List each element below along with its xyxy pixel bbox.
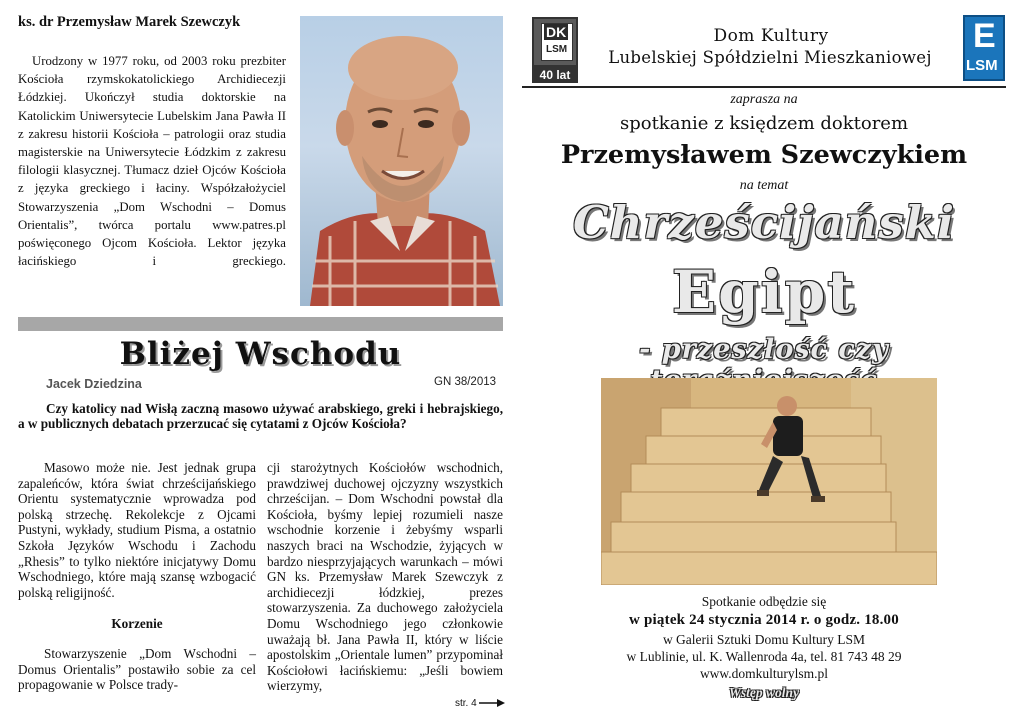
portrait-photo	[300, 16, 503, 306]
event-date: w piątek 24 stycznia 2014 r. o godz. 18.00	[629, 612, 899, 628]
lsm-logo-text: LSM	[966, 57, 998, 74]
page-reference	[455, 698, 505, 709]
event-address: w Lublinie, ul. K. Wallenroda 4a, tel. 81 743 48 29	[626, 649, 902, 664]
poster-title-line2: Egipt	[671, 258, 857, 326]
lsm-logo-e: E	[973, 17, 996, 55]
meeting-text: spotkanie z księdzem doktorem	[619, 113, 909, 134]
article-title: Bliżej Wschodu	[119, 336, 402, 372]
bio-text: Urodzony w 1977 roku, od 2003 roku prezbiter Kościoła rzymskokatolickiego Archidiecezji Łódzkiej. Ukończył studia doktorskie na Katolickim Uniwersytecie Lubelskim Jana Pawła II z zakresu historii Kościoła – patrologii oraz studia magisterskie na Uniwersytecie Łódzkim z zakresu filologii klasycznej. Tłumacz dzieł Ojców Kościoła z języka greckiego i łaciny. Współzałożyciel Stowarzyszenia „Dom Wschodni – Domus Orientalis”, twórca portalu www.patres.pl poświęconego Ojcom Kościoła. Lektor języka łacińskiego i greckiego.	[18, 54, 286, 269]
article-column-left	[18, 460, 256, 693]
event-venue: w Galerii Sztuki Domu Kultury LSM	[662, 632, 866, 647]
bio-name: ks. dr Przemysław Marek Szewczyk	[18, 14, 241, 30]
logo-years-text: 40 lat	[532, 67, 578, 83]
article-subheading: Korzenie	[111, 616, 163, 632]
poster-subtitle: - przeszłość czy	[639, 334, 889, 365]
arrow-right-icon	[479, 699, 505, 707]
event-photo	[601, 378, 937, 585]
logo-dk-text: DK	[546, 24, 567, 40]
article-column-right	[267, 460, 503, 694]
lsm-logo	[963, 15, 1005, 81]
event-entry: Wstęp wolny	[728, 685, 800, 700]
page-reference-label: str. 4	[455, 698, 477, 709]
section-divider-bar	[18, 317, 503, 331]
event-intro: Spotkanie odbędzie się	[701, 594, 827, 609]
article-paragraph: Stowarzyszenie „Dom Wschodni – Domus Orientalis” postawiło sobie za cel propagowanie w Polsce trady-	[18, 645, 256, 693]
topic-label: na temat	[739, 178, 789, 193]
article-paragraph: Masowo może nie. Jest jednak grupa zapaleńców, która świat chrześcijańskiego Orientu systematycznie wprowadza pod polską strzechę. Rekolekcje z Ojcami Pustyni, wykłady, studium Pisma, a ostatnio Szkoła Języków Wschodu i Zachodu „Rhesis” to tylko niektóre inicjatywy Domu Wschodniego, które mają szansę wzbogacić polską religijność.	[18, 460, 256, 600]
header-rule	[522, 86, 1006, 88]
article-author: Jacek Dziedzina	[46, 377, 142, 391]
portrait-illustration	[300, 16, 503, 306]
article-lead: Czy katolicy nad Wisłą zaczną masowo używać arabskiego, greki i hebrajskiego, a w publicznych debatach przerzucać się cytatami z Ojców Kościoła?	[18, 401, 503, 431]
article-source: GN 38/2013	[434, 376, 497, 388]
guest-name: Przemysławem Szewczykiem	[560, 140, 968, 170]
article-paragraph: cji starożytnych Kościołów wschodnich, prawdziwej duchowej ojczyzny wszystkich chrześcijan. – Dom Wschodni powstał dla Kościoła, byśmy lepiej rozumieli nasze wschodnie korzenie i żebyśmy wsparli naszych braci na Wschodzie, żyjących w bardzo niesprzyjających warunkach – mówi GN ks. Przemysław Marek Szewczyk z archidiecezji łódzkiej, prezes stowarzyszenia. Za duchowego założyciela Domu Wschodniego jego członkowie uważają bł. Jana Pawła II, który w liście apostolskim „Orientale lumen” przypominał Kościołowi łacińskiemu: „Jeśli bowiem wierzymy,	[267, 460, 503, 694]
organizer-name-line1: Dom Kultury	[713, 26, 829, 46]
stone-steps-illustration	[601, 378, 937, 585]
invite-text: zaprasza na	[730, 92, 798, 107]
organizer-name-line2: Lubelskiej Spółdzielni Mieszkaniowej	[608, 48, 932, 67]
logo-lsm-text: LSM	[546, 44, 568, 55]
event-website: www.domkulturylsm.pl	[699, 666, 829, 681]
poster-title-line1: Chrześcijański	[572, 196, 956, 249]
dom-kultury-logo	[532, 17, 578, 83]
